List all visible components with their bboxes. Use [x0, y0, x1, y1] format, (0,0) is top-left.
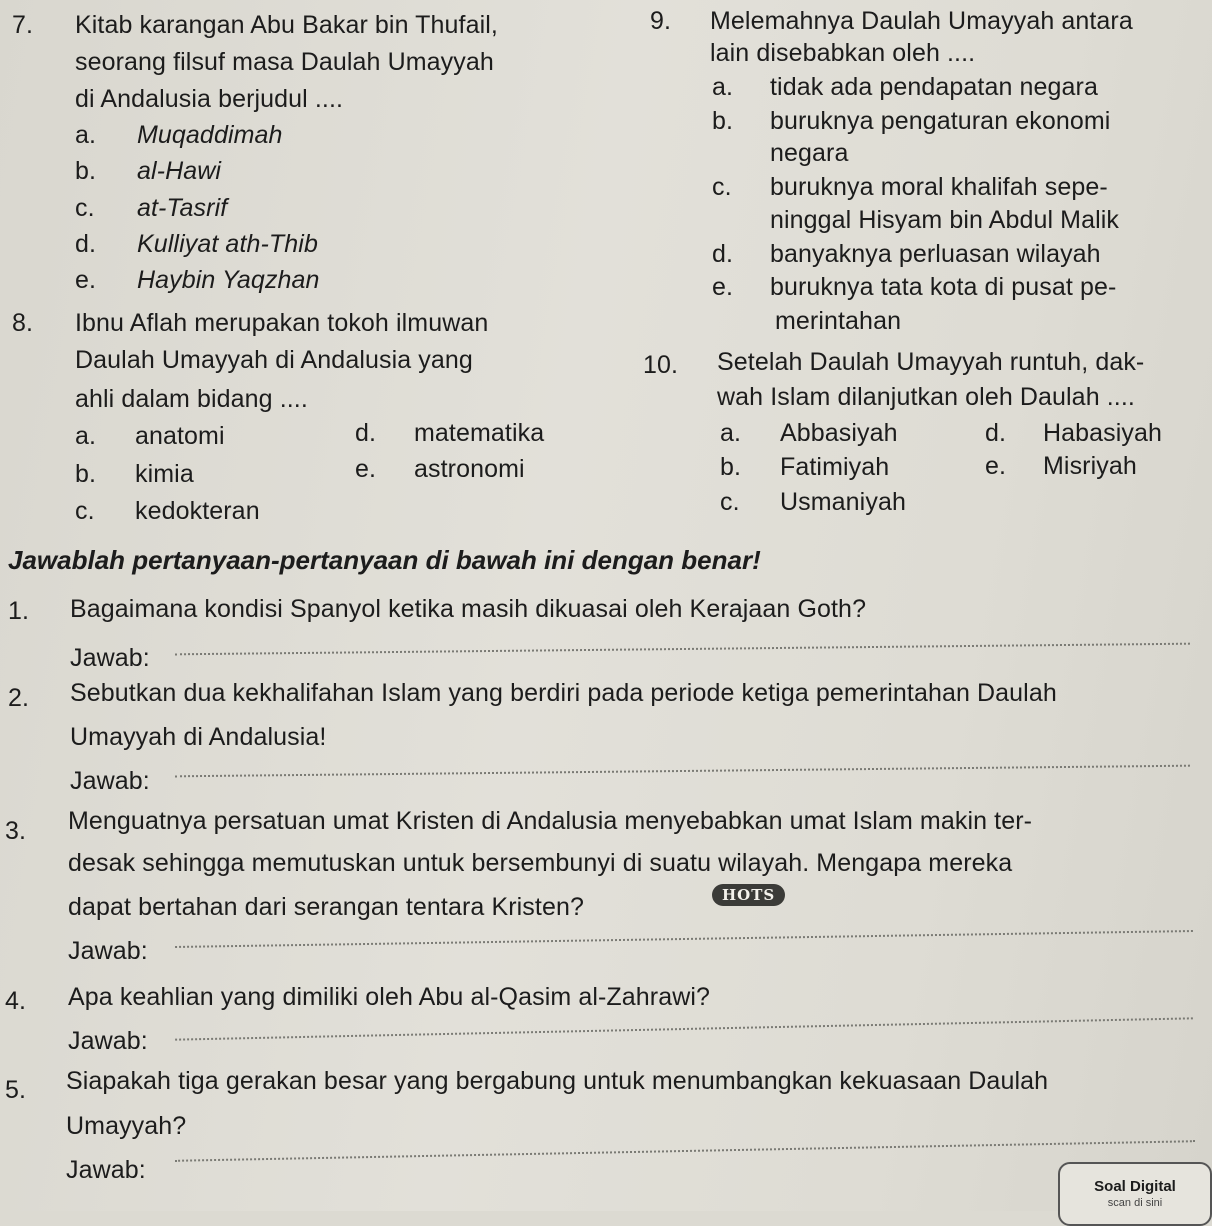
option-text: buruknya tata kota di pusat pe- — [770, 273, 1117, 301]
option-text: ninggal Hisyam bin Abdul Malik — [770, 206, 1120, 234]
option-text: buruknya moral khalifah sepe- — [770, 173, 1108, 201]
question-number: 3. — [5, 817, 27, 845]
option-text: Haybin Yaqzhan — [137, 266, 320, 294]
question-text-line: desak sehingga memutuskan untuk bersembunyi di suatu wilayah. Mengapa mereka — [68, 849, 1013, 877]
option-text: Muqaddimah — [137, 121, 283, 149]
question-text-line: Melemahnya Daulah Umayyah antara — [710, 7, 1133, 35]
option-letter: b. — [75, 460, 97, 488]
question-text-line: Bagaimana kondisi Spanyol ketika masih dikuasai oleh Kerajaan Goth? — [70, 595, 867, 623]
answer-label: Jawab: — [68, 1027, 148, 1055]
hots-badge: HOTS — [712, 884, 785, 906]
option-letter: b. — [720, 453, 742, 481]
question-number: 4. — [5, 987, 27, 1015]
question-text-line: Umayyah di Andalusia! — [70, 723, 327, 751]
option-text: tidak ada pendapatan negara — [770, 73, 1098, 101]
question-text-line: Daulah Umayyah di Andalusia yang — [75, 346, 473, 374]
option-text: merintahan — [775, 307, 902, 335]
option-text: al-Hawi — [137, 157, 222, 185]
option-letter: e. — [985, 452, 1007, 480]
question-text-line: Ibnu Aflah merupakan tokoh ilmuwan — [75, 309, 489, 337]
option-text: astronomi — [414, 455, 525, 483]
question-number: 10. — [643, 351, 679, 379]
option-letter: a. — [720, 419, 742, 447]
answer-line[interactable] — [175, 643, 1190, 656]
question-text-line: Menguatnya persatuan umat Kristen di Andalusia menyebabkan umat Islam makin ter- — [68, 807, 1033, 835]
option-letter: b. — [712, 107, 734, 135]
question-text-line: Siapakah tiga gerakan besar yang bergabung untuk menumbangkan kekuasaan Daulah — [66, 1067, 1049, 1095]
option-text: Habasiyah — [1043, 419, 1163, 447]
question-number: 1. — [8, 597, 30, 625]
question-text-line: Apa keahlian yang dimiliki oleh Abu al-Qasim al-Zahrawi? — [68, 983, 711, 1011]
answer-label: Jawab: — [66, 1156, 146, 1184]
option-text: kimia — [135, 460, 194, 488]
option-letter: a. — [75, 422, 97, 450]
question-text-line: ahli dalam bidang .... — [75, 385, 308, 413]
option-letter: a. — [75, 121, 97, 149]
option-letter: b. — [75, 157, 97, 185]
option-text: at-Tasrif — [137, 194, 228, 222]
answer-line[interactable] — [175, 1140, 1195, 1162]
option-text: anatomi — [135, 422, 225, 450]
option-letter: c. — [75, 497, 95, 525]
option-text: Usmaniyah — [780, 488, 906, 516]
question-text-line: Setelah Daulah Umayyah runtuh, dak- — [717, 348, 1145, 376]
answer-label: Jawab: — [70, 644, 150, 672]
option-text: Fatimiyah — [780, 453, 890, 481]
option-text: banyaknya perluasan wilayah — [770, 240, 1101, 268]
answer-line[interactable] — [175, 1017, 1193, 1040]
question-number: 9. — [650, 7, 672, 35]
question-text-line: Umayyah? — [66, 1112, 187, 1140]
option-text: matematika — [414, 419, 545, 447]
question-text-line: di Andalusia berjudul .... — [75, 85, 344, 113]
question-text-line: dapat bertahan dari serangan tentara Kristen? — [68, 893, 584, 921]
question-number: 7. — [12, 11, 34, 39]
question-text-line: Kitab karangan Abu Bakar bin Thufail, — [75, 11, 498, 39]
option-letter: a. — [712, 73, 734, 101]
option-letter: e. — [712, 273, 734, 301]
question-text-line: Sebutkan dua kekhalifahan Islam yang berdiri pada periode ketiga pemerintahan Daulah — [70, 679, 1057, 707]
option-text: Abbasiyah — [780, 419, 898, 447]
answer-line[interactable] — [175, 930, 1193, 948]
option-text: kedokteran — [135, 497, 260, 525]
question-text-line: wah Islam dilanjutkan oleh Daulah .... — [717, 383, 1135, 411]
option-letter: e. — [355, 455, 377, 483]
question-number: 8. — [12, 309, 34, 337]
option-letter: c. — [712, 173, 732, 201]
option-text: Kulliyat ath-Thib — [137, 230, 318, 258]
answer-label: Jawab: — [70, 767, 150, 795]
question-number: 2. — [8, 684, 30, 712]
section-instruction: Jawablah pertanyaan-pertanyaan di bawah ini dengan benar! — [8, 545, 761, 575]
badge-title: Soal Digital — [1094, 1178, 1176, 1195]
answer-line[interactable] — [175, 765, 1190, 778]
option-letter: e. — [75, 266, 97, 294]
option-letter: d. — [985, 419, 1007, 447]
question-text-line: lain disebabkan oleh .... — [710, 39, 976, 67]
soal-digital-badge[interactable] — [1058, 1162, 1212, 1226]
option-letter: d. — [75, 230, 97, 258]
option-letter: d. — [712, 240, 734, 268]
question-number: 5. — [5, 1076, 27, 1104]
badge-subtitle: scan di sini — [1107, 1197, 1163, 1209]
question-text-line: seorang filsuf masa Daulah Umayyah — [75, 48, 494, 76]
option-text: buruknya pengaturan ekonomi — [770, 107, 1111, 135]
answer-label: Jawab: — [68, 937, 148, 965]
option-letter: c. — [75, 194, 95, 222]
option-text: Misriyah — [1043, 452, 1137, 480]
option-text: negara — [770, 139, 849, 167]
option-letter: c. — [720, 488, 740, 516]
option-letter: d. — [355, 419, 377, 447]
